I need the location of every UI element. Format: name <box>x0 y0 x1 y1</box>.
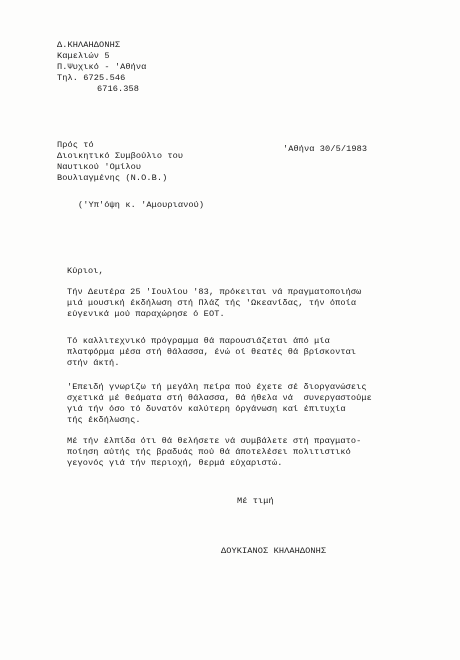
salutation: Κύριοι, <box>67 266 104 276</box>
recipient-line: Ναυτικού 'Ομίλου <box>57 162 142 172</box>
body-line: μιά μουσική έκδήλωση στή Πλάζ τής 'Ωκεανίδας, τήν όποία <box>67 298 357 308</box>
sender-phone: Τηλ. 6725.546 <box>57 73 126 83</box>
recipient-line: Βουλιαγμένης (Ν.Ο.Β.) <box>57 173 168 183</box>
body-line: τής έκδήλωσης. <box>67 415 141 425</box>
sender-name: Δ.ΚΗΛΑΗΔΟΝΗΣ <box>57 40 121 50</box>
body-line: ποίηση αύτής τής βραδυάς πού θά άποτελέσει πολιτιστικό <box>67 447 351 457</box>
body-line: Μέ τήν έλπίδα ότι θά θελήσετε νά συμβάλετε στή πραγματο- <box>67 436 362 446</box>
recipient-line: Πρός τό <box>57 140 94 150</box>
body-line: Τήν Δευτέρα 25 'Ιουλίου '83, πρόκειται νά πραγματοποιήσω <box>67 287 362 297</box>
body-line: στήν άκτή. <box>67 358 120 368</box>
letter-date: 'Αθήνα 30/5/1983 <box>283 144 368 154</box>
sender-phone-2: 6716.358 <box>97 84 140 94</box>
body-line: 'Επειδή γνωρίζω τή μεγάλη πείρα πού έχετε σέ διοργανώσεις <box>67 382 367 392</box>
sender-city: Π.Ψυχικό - 'Αθήνα <box>57 62 147 72</box>
body-line: πλατφόρμα μέσα στή θάλασσα, ένώ οί θεατές θά βρίσκονται <box>67 347 357 357</box>
attention-line: ('Υπ'όψη κ. 'Αμουριανού) <box>78 200 205 210</box>
body-line: γιά τήν όσο τό δυνατόν καλύτερη όργάνωση καί έπιτυχία <box>67 404 346 414</box>
body-line: γεγονός γιά τήν περιοχή, θερμά εύχαριστώ. <box>67 458 283 468</box>
signature-name: ΔΟΥΚΙΑΝΟΣ ΚΗΛΑΗΔΟΝΗΣ <box>221 546 327 556</box>
body-line: εύγενικά μού παραχώρησε ό ΕΟΤ. <box>67 309 225 319</box>
closing: Μέ τιμή <box>237 496 274 506</box>
sender-street: Καμελιών 5 <box>57 51 110 61</box>
recipient-line: Διοικητικό Συμβούλιο του <box>57 151 184 161</box>
body-line: Τό καλλιτεχνικό πρόγραμμα θά παρουσιάζεται άπό μία <box>67 336 330 346</box>
body-line: σχετικά μέ θεάματα στή θάλασσα, θά ήθελα νά συνεργαστούμε <box>67 393 372 403</box>
